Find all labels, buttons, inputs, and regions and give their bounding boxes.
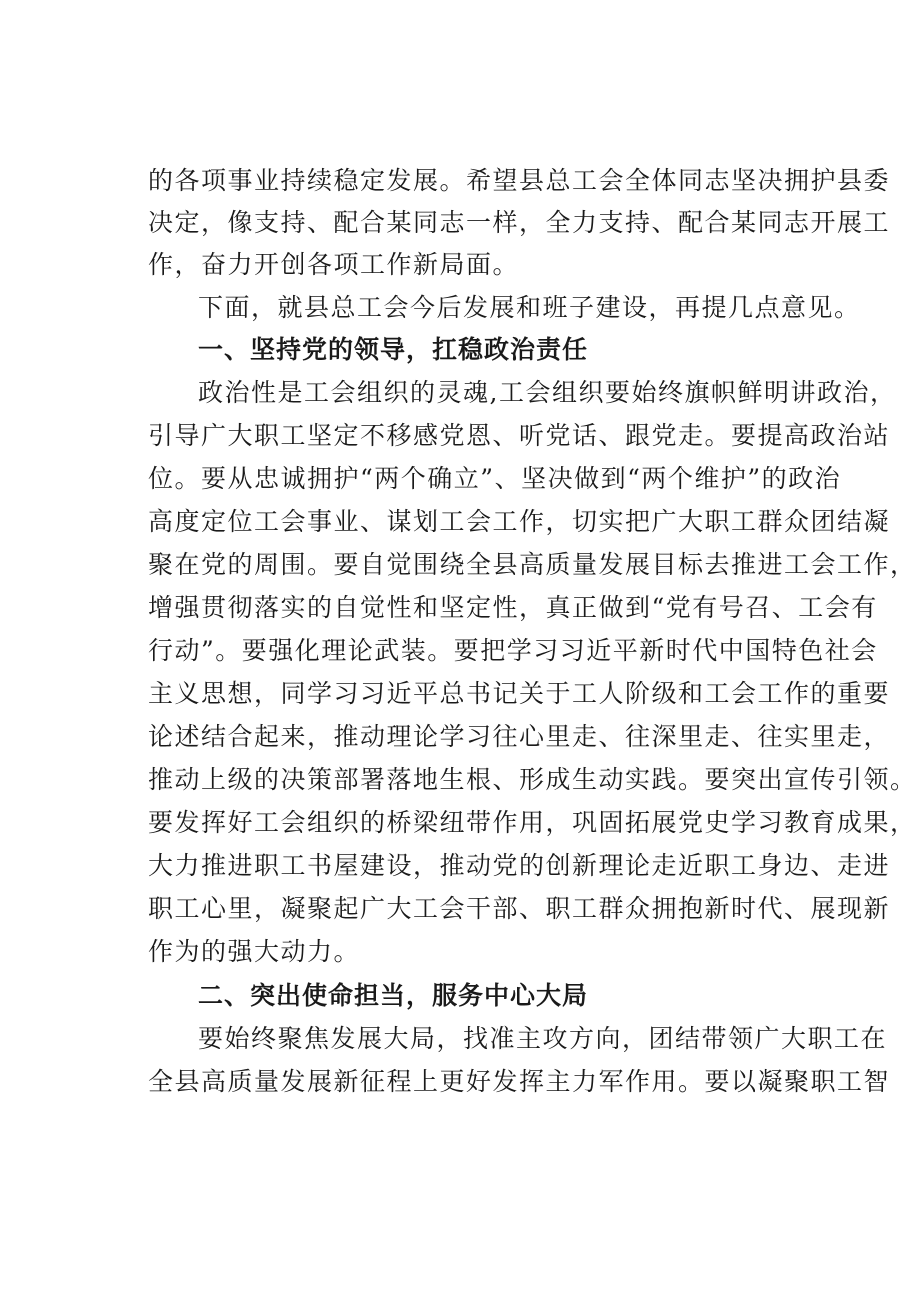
paragraph-line: 下面，就县总工会今后发展和班子建设，再提几点意见。 [198,293,861,322]
paragraph-line: 政治性是工会组织的灵魂,工会组织要始终旗帜鲜明讲政治， [198,378,897,407]
paragraph-line: 高度定位工会事业、谋划工会工作，切实把广大职工群众团结凝 [148,507,891,536]
paragraph-line: 位。要从忠诚拥护“两个确立”、坚决做到“两个维护”的政治 [148,464,842,493]
paragraph-line: 的各项事业持续稳定发展。希望县总工会全体同志坚决拥护县委 [148,166,891,195]
paragraph-line: 推动上级的决策部署落地生根、形成生动实践。要突出宣传引领。 [148,765,917,794]
section-heading: 二、突出使命担当，服务中心大局 [198,981,589,1010]
paragraph-line: 主义思想，同学习习近平总书记关于工人阶级和工会工作的重要 [148,679,891,708]
paragraph-line: 要始终聚焦发展大局，找准主攻方向，团结带领广大职工在 [198,1024,888,1053]
paragraph-line: 聚在党的周围。要自觉围绕全县高质量发展目标去推进工会工作， [148,550,917,579]
paragraph-line: 作为的强大动力。 [148,937,361,966]
section-heading: 一、坚持党的领导，扛稳政治责任 [198,335,589,364]
paragraph-line: 作，奋力开创各项工作新局面。 [148,250,520,279]
paragraph-line: 行动”。要强化理论武装。要把学习习近平新时代中国特色社会 [148,636,878,665]
paragraph-line: 决定，像支持、配合某同志一样，全力支持、配合某同志开展工 [148,208,891,237]
paragraph-line: 论述结合起来，推动理论学习往心里走、往深里走、往实里走， [148,722,891,751]
paragraph-line: 大力推进职工书屋建设，推动党的创新理论走近职工身边、走进 [148,851,891,880]
paragraph-line: 全县高质量发展新征程上更好发挥主力军作用。要以凝聚职工智 [148,1067,891,1096]
paragraph-line: 增强贯彻落实的自觉性和坚定性，真正做到“党有号召、工会有 [148,593,878,622]
paragraph-line: 职工心里，凝聚起广大工会干部、职工群众拥抱新时代、展现新 [148,894,891,923]
paragraph-line: 要发挥好工会组织的桥梁纽带作用，巩固拓展党史学习教育成果， [148,808,917,837]
paragraph-line: 引导广大职工坚定不移感党恩、听党话、跟党走。要提高政治站 [148,421,891,450]
